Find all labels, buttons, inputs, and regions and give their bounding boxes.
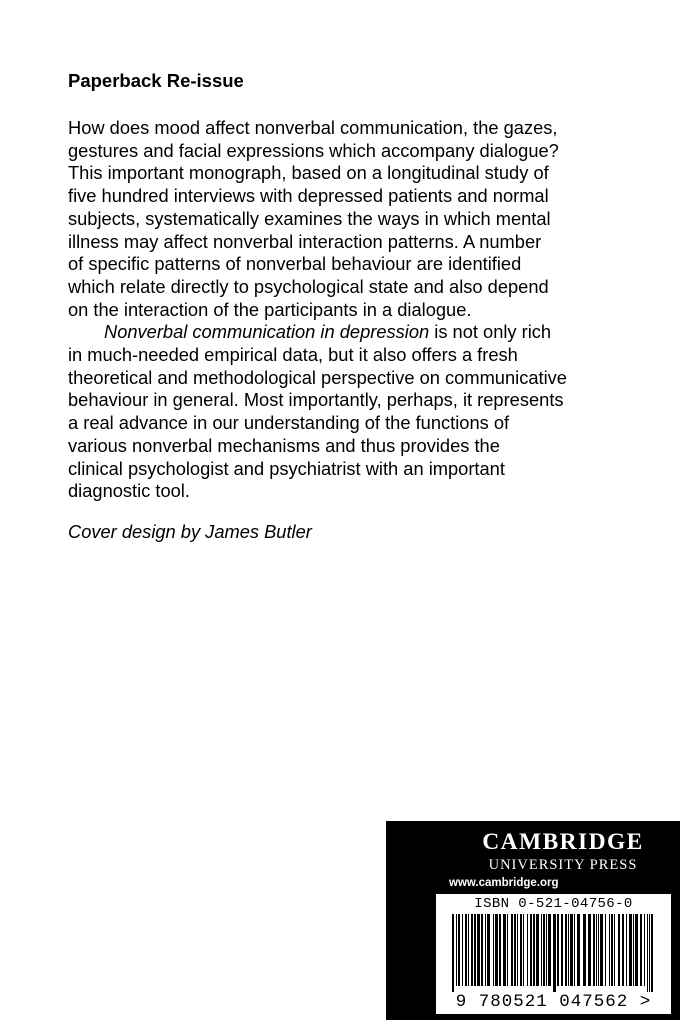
text-fragment: is not only rich — [429, 321, 552, 343]
isbn-label: ISBN 0-521-04756-0 — [474, 896, 633, 912]
barcode-bar — [644, 914, 645, 986]
text-line: behaviour in general. Most importantly, perhaps, it represents — [68, 389, 564, 411]
text-line — [68, 321, 668, 344]
barcode-bar — [458, 914, 460, 986]
barcode-bar — [546, 914, 547, 986]
barcode-bar — [598, 914, 599, 986]
barcode-bar — [649, 914, 650, 992]
text-line: various nonverbal mechanisms and thus provides the — [68, 434, 500, 456]
publisher-name: CAMBRIDGE — [482, 829, 644, 855]
barcode-bar — [507, 914, 508, 986]
text-line: in much-needed empirical data, but it also offers a fresh — [68, 344, 518, 366]
barcode-bar — [474, 914, 476, 986]
barcode-bar — [481, 914, 483, 986]
text-line: illness may affect nonverbal interaction patterns. A number — [68, 230, 542, 252]
blurb-text — [68, 117, 668, 503]
barcode-bar — [462, 914, 463, 986]
text-line: diagnostic tool. — [68, 480, 190, 502]
cover-credit: Cover design by James Butler — [68, 521, 312, 542]
barcode-bar — [626, 914, 627, 986]
barcode-bar — [499, 914, 501, 986]
barcode-bar — [471, 914, 473, 986]
barcode-bar — [493, 914, 494, 986]
barcode-bar — [605, 914, 606, 986]
barcode-bar — [583, 914, 586, 986]
publisher-url: www.cambridge.org — [449, 877, 559, 889]
barcode-bar — [456, 914, 457, 986]
heading: Paperback Re-issue — [68, 70, 244, 91]
barcode-bar — [495, 914, 498, 986]
text-line: How does mood affect nonverbal communication, the gazes, — [68, 117, 558, 138]
text-line: subjects, systematically examines the ways in which mental — [68, 207, 551, 229]
barcode-bar — [614, 914, 615, 986]
barcode-bar — [553, 914, 556, 992]
publisher-block — [386, 821, 680, 1020]
barcode-bar — [640, 914, 642, 986]
barcode-bar — [577, 914, 580, 986]
ean-number: 9 780521 047562 > — [455, 992, 652, 1012]
barcode-bar — [536, 914, 539, 986]
barcode-bar — [487, 914, 490, 986]
barcode-bar — [452, 914, 454, 992]
barcode-bar — [611, 914, 613, 986]
publisher-subtitle: UNIVERSITY PRESS — [488, 857, 638, 873]
text-line: theoretical and methodological perspective on communicative — [68, 366, 567, 388]
barcode-bar — [533, 914, 535, 986]
text-line: a real advance in our understanding of the functions of — [68, 412, 510, 434]
barcode-bar — [635, 914, 638, 986]
text-line: on the interaction of the participants in a dialogue. — [68, 298, 472, 320]
barcode-bar — [568, 914, 569, 986]
barcode-bar — [485, 914, 486, 986]
barcode-bar — [647, 914, 648, 992]
barcode-bar — [600, 914, 603, 986]
barcode-bar — [588, 914, 591, 986]
text-line: gestures and facial expressions which accompany dialogue? — [68, 139, 559, 161]
barcode-bar — [574, 914, 575, 986]
text-line: five hundred interviews with depressed patients and normal — [68, 185, 549, 207]
barcode-bar — [520, 914, 522, 986]
barcode-bar — [565, 914, 567, 986]
barcode-bar — [511, 914, 513, 986]
barcode-bar — [596, 914, 597, 986]
text-line: of specific patterns of nonverbal behaviour are identified — [68, 253, 522, 275]
barcode-bar — [651, 914, 653, 992]
barcode-bar — [593, 914, 595, 986]
paragraph-2 — [68, 321, 668, 503]
barcode-bar — [633, 914, 634, 986]
barcode-bar — [622, 914, 624, 986]
barcode-icon — [436, 914, 671, 992]
barcode-box — [436, 894, 671, 1014]
barcode-bar — [477, 914, 480, 986]
barcode-bar — [548, 914, 551, 986]
barcode-bar — [514, 914, 516, 986]
barcode-bar — [609, 914, 610, 986]
barcode-bar — [527, 914, 528, 986]
barcode-bar — [629, 914, 632, 986]
text-line: clinical psychologist and psychiatrist with an important — [68, 457, 505, 479]
barcode-bar — [557, 914, 559, 986]
barcode-bar — [517, 914, 518, 986]
barcode-bar — [561, 914, 563, 986]
barcode-bar — [465, 914, 467, 986]
barcode-bar — [523, 914, 524, 986]
barcode-bar — [541, 914, 542, 986]
barcode-bar — [570, 914, 573, 986]
barcode-bar — [543, 914, 545, 986]
barcode-bar — [468, 914, 469, 986]
barcode-bar — [503, 914, 506, 986]
text-line: This important monograph, based on a longitudinal study of — [68, 162, 549, 184]
book-title: Nonverbal communication in depression — [104, 321, 430, 343]
barcode-bar — [618, 914, 620, 986]
barcode-bar — [530, 914, 532, 986]
paragraph-1 — [68, 117, 668, 321]
text-line: which relate directly to psychological state and also depend — [68, 275, 549, 297]
